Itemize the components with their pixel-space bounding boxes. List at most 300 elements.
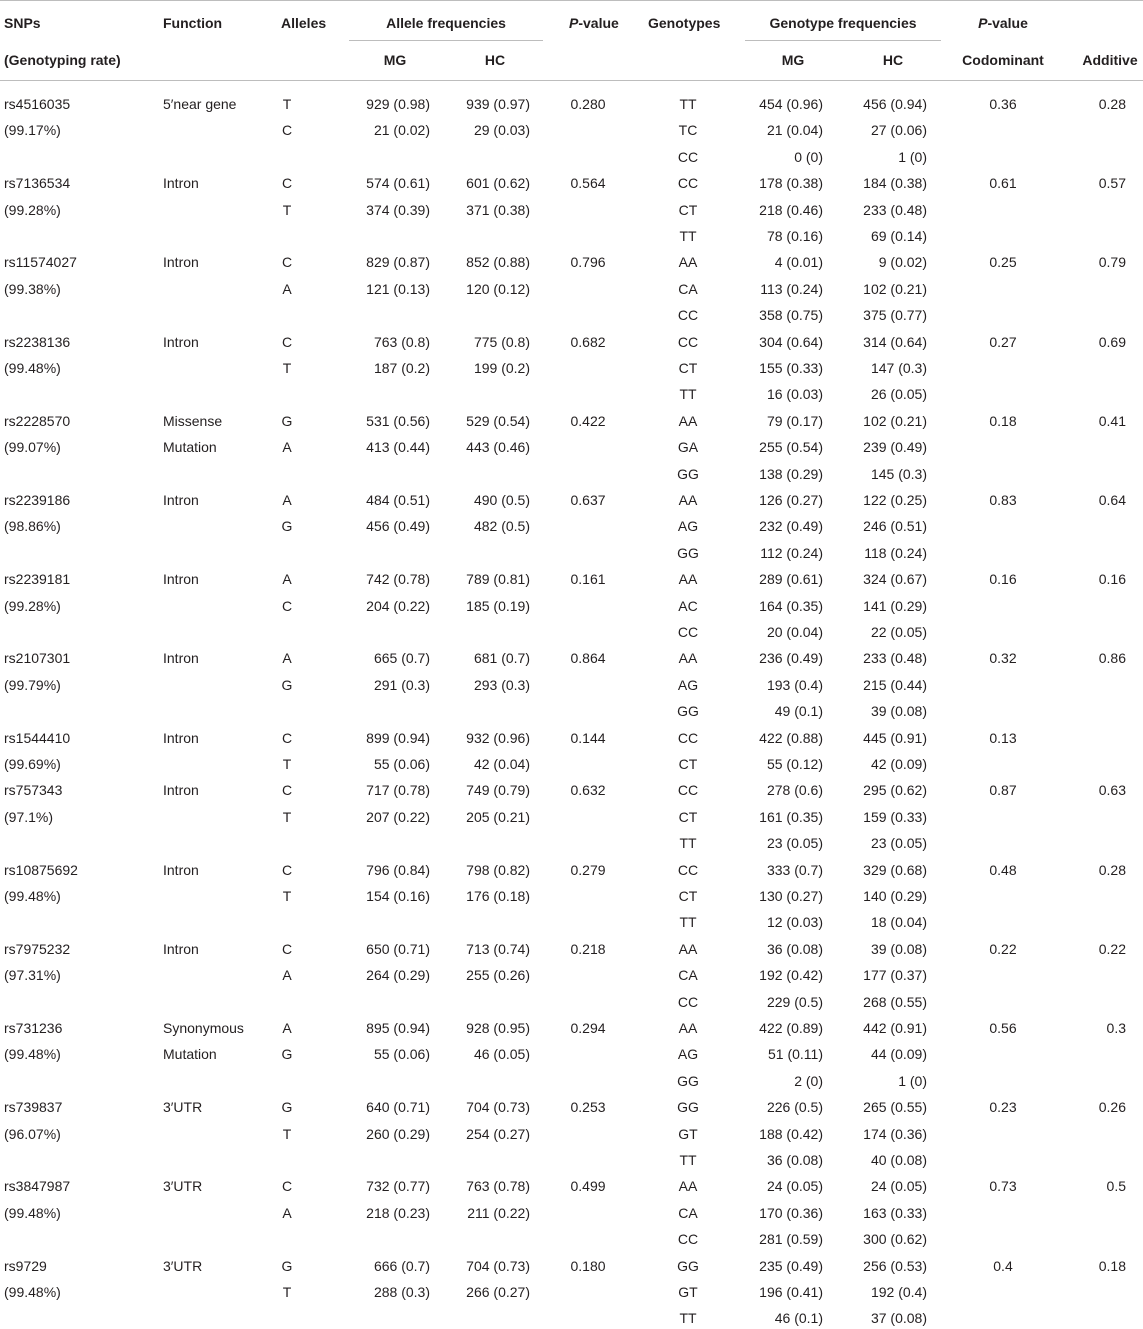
genotype-freq-hc: 445 (0.91) xyxy=(863,729,927,746)
allele: G xyxy=(281,518,293,535)
genotype-freq-underline xyxy=(745,40,941,41)
additive-p-value: 0.28 xyxy=(1098,96,1126,112)
allele-freq-hc: 29 (0.03) xyxy=(473,122,530,139)
allele-p-value: 0.280 xyxy=(570,96,606,112)
allele-freq-mg: 187 (0.2) xyxy=(373,360,430,376)
allele: T xyxy=(282,201,292,218)
allele-freq-mg: 55 (0.06) xyxy=(373,756,430,772)
genotype-freq-mg: 164 (0.35) xyxy=(759,597,823,614)
genotype: CC xyxy=(677,1231,699,1248)
genotype-freq-hc: 442 (0.91) xyxy=(863,1020,927,1036)
allele-freq-hc: 932 (0.96) xyxy=(466,729,530,746)
allele: C xyxy=(281,782,293,799)
allele: C xyxy=(281,254,293,271)
genotype: TT xyxy=(679,1310,697,1327)
allele-freq-mg: 895 (0.94) xyxy=(366,1020,430,1036)
header-p-value xyxy=(569,15,619,31)
genotype: AA xyxy=(678,650,698,667)
genotype-freq-hc: 140 (0.29) xyxy=(863,888,927,904)
genotype-freq-mg: 255 (0.54) xyxy=(759,439,823,456)
codominant-p-value: 0.83 xyxy=(989,492,1017,508)
genotyping-rate: (99.48%) xyxy=(4,1284,61,1300)
allele-freq-hc: 46 (0.05) xyxy=(473,1046,530,1063)
additive-p-value: 0.18 xyxy=(1098,1257,1126,1274)
genotype-freq-hc: 40 (0.08) xyxy=(870,1152,927,1168)
allele-freq-mg: 264 (0.29) xyxy=(366,967,430,984)
codominant-p-value: 0.16 xyxy=(989,571,1017,588)
allele-p-value: 0.144 xyxy=(570,729,606,746)
genotype-freq-hc: 256 (0.53) xyxy=(863,1257,927,1274)
genotyping-rate: (99.17%) xyxy=(4,122,61,139)
genotype-freq-mg: 46 (0.1) xyxy=(774,1310,823,1327)
genotype: AA xyxy=(678,571,698,588)
allele-freq-hc: 120 (0.12) xyxy=(466,280,530,297)
header-p-value-italic: P xyxy=(569,15,579,31)
genotype-freq-mg: 49 (0.1) xyxy=(774,703,823,720)
function-label: 3′UTR xyxy=(163,1099,203,1116)
genotype-freq-mg: 278 (0.6) xyxy=(766,782,823,799)
allele-p-value: 0.632 xyxy=(570,782,606,799)
genotype: AA xyxy=(678,1020,698,1036)
genotype-freq-hc: 37 (0.08) xyxy=(870,1310,927,1327)
allele-freq-hc: 371 (0.38) xyxy=(466,201,530,218)
allele: A xyxy=(282,1020,292,1036)
genotype: TC xyxy=(678,122,698,139)
allele: G xyxy=(281,412,293,429)
allele-freq-mg: 732 (0.77) xyxy=(366,1178,430,1195)
function-label: Mutation xyxy=(163,439,217,456)
genotype: AG xyxy=(677,1046,699,1063)
genotype: CC xyxy=(677,307,699,324)
allele-freq-hc: 939 (0.97) xyxy=(466,96,530,112)
allele-p-value: 0.682 xyxy=(570,333,606,350)
genotype-freq-mg: 232 (0.49) xyxy=(759,518,823,535)
genotype-freq-hc: 118 (0.24) xyxy=(864,544,927,561)
genotype-freq-hc: 239 (0.49) xyxy=(863,439,927,456)
genotype-freq-hc: 39 (0.08) xyxy=(870,703,927,720)
snp-id: rs2239181 xyxy=(4,571,71,588)
allele-freq-hc: 482 (0.5) xyxy=(473,518,530,535)
genotype: CC xyxy=(677,148,699,165)
genotype-freq-mg: 130 (0.27) xyxy=(759,888,823,904)
allele-p-value: 0.279 xyxy=(570,861,606,878)
function-label: Intron xyxy=(163,333,199,350)
allele: T xyxy=(282,756,292,772)
genotyping-rate: (96.07%) xyxy=(4,1125,61,1142)
genotype-freq-mg: 170 (0.36) xyxy=(759,1204,823,1221)
allele: G xyxy=(281,1257,293,1274)
allele-freq-hc: 928 (0.95) xyxy=(466,1020,530,1036)
genotype: AA xyxy=(678,412,698,429)
header-additive: Additive xyxy=(1082,52,1138,68)
genotype-freq-mg: 229 (0.5) xyxy=(766,993,823,1010)
genotype-freq-hc: 102 (0.21) xyxy=(863,412,927,429)
genotype: GG xyxy=(677,1257,699,1274)
additive-p-value: 0.28 xyxy=(1098,861,1126,878)
snp-id: rs2107301 xyxy=(4,650,71,667)
genotype: AG xyxy=(677,518,699,535)
allele-freq-mg: 456 (0.49) xyxy=(366,518,430,535)
genotype-freq-hc: 177 (0.37) xyxy=(863,967,927,984)
function-label: Synonymous xyxy=(163,1020,244,1036)
function-label: Intron xyxy=(163,650,199,667)
genotyping-rate: (99.28%) xyxy=(4,201,61,218)
genotype-freq-mg: 333 (0.7) xyxy=(766,861,823,878)
genotype-freq-mg: 113 (0.24) xyxy=(760,280,823,297)
allele-freq-mg: 796 (0.84) xyxy=(366,861,430,878)
genotype-freq-hc: 145 (0.3) xyxy=(870,465,927,482)
allele-freq-hc: 601 (0.62) xyxy=(466,175,530,192)
allele-freq-hc: 205 (0.21) xyxy=(466,808,530,825)
genotyping-rate: (99.48%) xyxy=(4,1046,61,1063)
snp-id: rs3847987 xyxy=(4,1178,71,1195)
top-rule xyxy=(0,0,1143,1)
genotype: AA xyxy=(678,940,698,957)
allele-freq-hc: 490 (0.5) xyxy=(473,492,530,508)
function-label: Mutation xyxy=(163,1046,217,1063)
snp-id: rs757343 xyxy=(4,782,63,799)
allele-p-value: 0.637 xyxy=(570,492,606,508)
genotype: GG xyxy=(677,544,699,561)
genotype-freq-hc: 265 (0.55) xyxy=(863,1099,927,1116)
allele-freq-hc: 185 (0.19) xyxy=(466,597,530,614)
allele-p-value: 0.253 xyxy=(570,1099,606,1116)
allele: C xyxy=(281,1178,293,1195)
snp-id: rs739837 xyxy=(4,1099,63,1116)
genotype-freq-mg: 21 (0.04) xyxy=(766,122,823,139)
genotype: AG xyxy=(677,676,699,693)
genotyping-rate: (99.48%) xyxy=(4,888,61,904)
genotype-freq-hc: 268 (0.55) xyxy=(863,993,927,1010)
genotype-freq-mg: 78 (0.16) xyxy=(766,228,823,244)
allele-freq-hc: 704 (0.73) xyxy=(466,1257,530,1274)
genotype-freq-mg: 12 (0.03) xyxy=(766,914,823,931)
genotype-freq-hc: 246 (0.51) xyxy=(863,518,927,535)
genotype: GT xyxy=(678,1284,698,1300)
genotype: TT xyxy=(679,1152,697,1168)
genotype-freq-hc: 233 (0.48) xyxy=(863,201,927,218)
genotype-freq-mg: 304 (0.64) xyxy=(759,333,823,350)
allele-freq-mg: 929 (0.98) xyxy=(366,96,430,112)
genotype: AC xyxy=(678,597,698,614)
codominant-p-value: 0.18 xyxy=(989,412,1017,429)
allele-freq-hc: 199 (0.2) xyxy=(473,360,530,376)
codominant-p-value: 0.27 xyxy=(989,333,1017,350)
genotype-freq-mg: 236 (0.49) xyxy=(759,650,823,667)
allele: A xyxy=(282,280,292,297)
genotyping-rate: (99.38%) xyxy=(4,280,61,297)
allele-p-value: 0.796 xyxy=(570,254,606,271)
allele-freq-hc: 293 (0.3) xyxy=(473,676,530,693)
genotype-freq-hc: 23 (0.05) xyxy=(870,835,927,852)
genotype: CC xyxy=(677,861,699,878)
genotype-freq-mg: 36 (0.08) xyxy=(766,940,823,957)
allele: T xyxy=(282,360,292,376)
allele-freq-mg: 829 (0.87) xyxy=(366,254,430,271)
genotype-freq-mg: 193 (0.4) xyxy=(766,676,823,693)
genotype-freq-mg: 138 (0.29) xyxy=(759,465,823,482)
genotype-freq-hc: 300 (0.62) xyxy=(863,1231,927,1248)
codominant-p-value: 0.4 xyxy=(993,1257,1013,1274)
header-genotype-mg: MG xyxy=(781,52,805,68)
genotype-freq-mg: 192 (0.42) xyxy=(759,967,823,984)
allele: T xyxy=(282,96,292,112)
allele-freq-mg: 218 (0.23) xyxy=(366,1204,430,1221)
genotype: AA xyxy=(678,1178,698,1195)
genotyping-rate: (99.48%) xyxy=(4,1204,61,1221)
genotype-freq-hc: 233 (0.48) xyxy=(863,650,927,667)
allele-freq-mg: 374 (0.39) xyxy=(366,201,430,218)
additive-p-value: 0.57 xyxy=(1098,175,1126,192)
genotyping-rate: (97.1%) xyxy=(4,808,54,825)
genotype: GG xyxy=(677,703,699,720)
genotyping-rate: (97.31%) xyxy=(4,967,61,984)
genotype: TT xyxy=(679,228,697,244)
genotype-freq-mg: 422 (0.89) xyxy=(759,1020,823,1036)
genotype-freq-hc: 184 (0.38) xyxy=(863,175,927,192)
function-label: Intron xyxy=(163,940,199,957)
genotype-freq-hc: 1 (0) xyxy=(898,1072,927,1089)
allele-freq-mg: 574 (0.61) xyxy=(366,175,430,192)
genotype: TT xyxy=(679,914,697,931)
genotype-freq-mg: 23 (0.05) xyxy=(766,835,823,852)
genotype-freq-mg: 196 (0.41) xyxy=(759,1284,823,1300)
additive-p-value: 0.86 xyxy=(1098,650,1126,667)
genotype-freq-hc: 329 (0.68) xyxy=(863,861,927,878)
header-alleles: Alleles xyxy=(281,15,327,31)
genotype-freq-hc: 42 (0.09) xyxy=(870,756,927,772)
genotype-freq-hc: 375 (0.77) xyxy=(863,307,927,324)
genotype: CT xyxy=(678,756,698,772)
genotype-freq-mg: 20 (0.04) xyxy=(766,624,823,640)
genotype-freq-mg: 0 (0) xyxy=(794,148,823,165)
genotype-freq-hc: 22 (0.05) xyxy=(870,624,927,640)
genotype-freq-mg: 188 (0.42) xyxy=(759,1125,823,1142)
allele-p-value: 0.499 xyxy=(570,1178,606,1195)
additive-p-value: 0.41 xyxy=(1098,412,1126,429)
codominant-p-value: 0.22 xyxy=(989,940,1017,957)
allele-freq-hc: 681 (0.7) xyxy=(473,650,530,667)
genotype-freq-hc: 163 (0.33) xyxy=(863,1204,927,1221)
allele-freq-mg: 121 (0.13) xyxy=(366,280,430,297)
genotyping-rate: (99.28%) xyxy=(4,597,61,614)
genotype: GT xyxy=(678,1125,698,1142)
allele-freq-hc: 763 (0.78) xyxy=(466,1178,530,1195)
genotype: CC xyxy=(677,175,699,192)
codominant-p-value: 0.56 xyxy=(989,1020,1017,1036)
genotype: GG xyxy=(677,465,699,482)
snp-id: rs1544410 xyxy=(4,729,71,746)
allele-freq-hc: 704 (0.73) xyxy=(466,1099,530,1116)
additive-p-value: 0.69 xyxy=(1098,333,1126,350)
header-p-value2-italic: P xyxy=(978,15,988,31)
header-genotypes: Genotypes xyxy=(648,15,721,31)
genotype: CC xyxy=(677,729,699,746)
genotype-freq-hc: 27 (0.06) xyxy=(870,122,927,139)
codominant-p-value: 0.73 xyxy=(989,1178,1017,1195)
genotype-freq-hc: 39 (0.08) xyxy=(870,940,927,957)
genotype: AA xyxy=(678,492,698,508)
allele-freq-mg: 260 (0.29) xyxy=(366,1125,430,1142)
genotype: CC xyxy=(677,333,699,350)
allele-freq-hc: 789 (0.81) xyxy=(466,571,530,588)
allele-freq-mg: 207 (0.22) xyxy=(366,808,430,825)
genotype-freq-mg: 2 (0) xyxy=(794,1072,823,1089)
header-allele-frequencies: Allele frequencies xyxy=(386,15,506,31)
genotype-freq-hc: 215 (0.44) xyxy=(863,676,927,693)
genotype-freq-hc: 69 (0.14) xyxy=(870,228,927,244)
additive-p-value: 0.64 xyxy=(1098,492,1126,508)
genotyping-rate: (98.86%) xyxy=(4,518,61,535)
codominant-p-value: 0.48 xyxy=(989,861,1017,878)
snp-id: rs2238136 xyxy=(4,333,71,350)
allele: A xyxy=(282,492,292,508)
allele: T xyxy=(282,888,292,904)
genotype-freq-hc: 174 (0.36) xyxy=(863,1125,927,1142)
allele: A xyxy=(282,439,292,456)
genotype-freq-mg: 178 (0.38) xyxy=(759,175,823,192)
genotype: CT xyxy=(678,808,698,825)
genotype-freq-mg: 218 (0.46) xyxy=(759,201,823,218)
genotype-freq-hc: 26 (0.05) xyxy=(870,386,927,403)
allele: G xyxy=(281,1046,293,1063)
allele-freq-hc: 798 (0.82) xyxy=(466,861,530,878)
allele: A xyxy=(282,1204,292,1221)
genotyping-rate: (99.07%) xyxy=(4,439,61,456)
genotype-freq-hc: 44 (0.09) xyxy=(870,1046,927,1063)
genotype-freq-hc: 141 (0.29) xyxy=(863,597,927,614)
genotype-freq-mg: 112 (0.24) xyxy=(760,544,823,561)
additive-p-value: 0.5 xyxy=(1106,1178,1126,1195)
genotype-freq-mg: 24 (0.05) xyxy=(766,1178,823,1195)
genotype: CT xyxy=(678,201,698,218)
allele-freq-mg: 666 (0.7) xyxy=(373,1257,430,1274)
allele: C xyxy=(281,122,293,139)
allele: T xyxy=(282,1284,292,1300)
genotype: AA xyxy=(678,254,698,271)
genotype-freq-mg: 358 (0.75) xyxy=(759,307,823,324)
allele-freq-mg: 742 (0.78) xyxy=(366,571,430,588)
codominant-p-value: 0.87 xyxy=(989,782,1017,799)
genotype-freq-mg: 161 (0.35) xyxy=(759,808,823,825)
genotype-freq-mg: 289 (0.61) xyxy=(759,571,823,588)
genotype-freq-hc: 456 (0.94) xyxy=(863,96,927,112)
allele-freq-hc: 255 (0.26) xyxy=(466,967,530,984)
genotype-freq-mg: 79 (0.17) xyxy=(766,412,823,429)
genotyping-rate: (99.79%) xyxy=(4,676,61,693)
allele-freq-mg: 665 (0.7) xyxy=(373,650,430,667)
function-label: Intron xyxy=(163,175,199,192)
genotype-freq-mg: 235 (0.49) xyxy=(759,1257,823,1274)
genotype: TT xyxy=(679,835,697,852)
function-label: Intron xyxy=(163,254,199,271)
snp-id: rs7136534 xyxy=(4,175,71,192)
genotype-freq-mg: 51 (0.11) xyxy=(768,1046,823,1063)
snp-id: rs731236 xyxy=(4,1020,63,1036)
codominant-p-value: 0.25 xyxy=(989,254,1017,271)
header-codominant: Codominant xyxy=(962,52,1044,68)
allele-freq-hc: 211 (0.22) xyxy=(467,1204,530,1221)
allele-p-value: 0.161 xyxy=(570,571,606,588)
function-label: Intron xyxy=(163,861,199,878)
codominant-p-value: 0.32 xyxy=(989,650,1017,667)
allele-freq-mg: 899 (0.94) xyxy=(366,729,430,746)
allele-p-value: 0.864 xyxy=(570,650,606,667)
genotype: GG xyxy=(677,1099,699,1116)
allele: G xyxy=(281,676,293,693)
allele-freq-hc: 176 (0.18) xyxy=(466,888,530,904)
allele-freq-mg: 288 (0.3) xyxy=(373,1284,430,1300)
allele-freq-hc: 443 (0.46) xyxy=(466,439,530,456)
function-label: Missense xyxy=(163,412,223,429)
genotype-freq-mg: 454 (0.96) xyxy=(759,96,823,112)
additive-p-value: 0.63 xyxy=(1098,782,1126,799)
genotype: CT xyxy=(678,360,698,376)
allele: A xyxy=(282,650,292,667)
additive-p-value: 0.26 xyxy=(1098,1099,1126,1116)
function-label: 3′UTR xyxy=(163,1257,203,1274)
genotype: CC xyxy=(677,782,699,799)
genotype: TT xyxy=(679,386,697,403)
genotype-freq-hc: 192 (0.4) xyxy=(870,1284,927,1300)
snp-id: rs2239186 xyxy=(4,492,71,508)
genotype-freq-hc: 102 (0.21) xyxy=(863,280,927,297)
codominant-p-value: 0.13 xyxy=(989,729,1017,746)
allele-freq-mg: 763 (0.8) xyxy=(373,333,430,350)
codominant-p-value: 0.61 xyxy=(989,175,1017,192)
additive-p-value: 0.79 xyxy=(1098,254,1126,271)
header-genotype-frequencies: Genotype frequencies xyxy=(769,15,917,31)
function-label: Intron xyxy=(163,782,199,799)
function-label: Intron xyxy=(163,492,199,508)
allele-freq-underline xyxy=(349,40,543,41)
snp-id: rs11574027 xyxy=(4,254,77,271)
function-label: Intron xyxy=(163,729,199,746)
genotype: CT xyxy=(678,888,698,904)
genotype-freq-hc: 1 (0) xyxy=(898,148,927,165)
allele-freq-hc: 775 (0.8) xyxy=(473,333,530,350)
allele-freq-mg: 55 (0.06) xyxy=(373,1046,430,1063)
genotype: TT xyxy=(679,96,697,112)
genotype-freq-hc: 24 (0.05) xyxy=(870,1178,927,1195)
genotype-freq-hc: 159 (0.33) xyxy=(863,808,927,825)
header-genotype-hc: HC xyxy=(882,52,904,68)
allele: A xyxy=(282,571,292,588)
header-bottom-rule xyxy=(0,80,1143,81)
genotype-freq-hc: 295 (0.62) xyxy=(863,782,927,799)
genotype-freq-mg: 36 (0.08) xyxy=(766,1152,823,1168)
allele: G xyxy=(281,1099,293,1116)
genotype-freq-hc: 18 (0.04) xyxy=(870,914,927,931)
genotyping-rate: (99.48%) xyxy=(4,360,61,376)
allele-freq-mg: 650 (0.71) xyxy=(366,940,430,957)
genotype-freq-hc: 324 (0.67) xyxy=(863,571,927,588)
allele-freq-hc: 749 (0.79) xyxy=(466,782,530,799)
genotype-freq-hc: 122 (0.25) xyxy=(863,492,927,508)
allele: C xyxy=(281,729,293,746)
snp-id: rs10875692 xyxy=(4,861,78,878)
allele: C xyxy=(281,175,293,192)
allele: C xyxy=(281,940,293,957)
genotyping-rate: (99.69%) xyxy=(4,756,61,772)
allele: T xyxy=(282,808,292,825)
genotype-freq-mg: 155 (0.33) xyxy=(759,360,823,376)
allele-freq-mg: 21 (0.02) xyxy=(373,122,430,139)
snp-id: rs7975232 xyxy=(4,940,71,957)
snp-id: rs9729 xyxy=(4,1257,47,1274)
genotype: CC xyxy=(677,993,699,1010)
allele-freq-mg: 204 (0.22) xyxy=(366,597,430,614)
